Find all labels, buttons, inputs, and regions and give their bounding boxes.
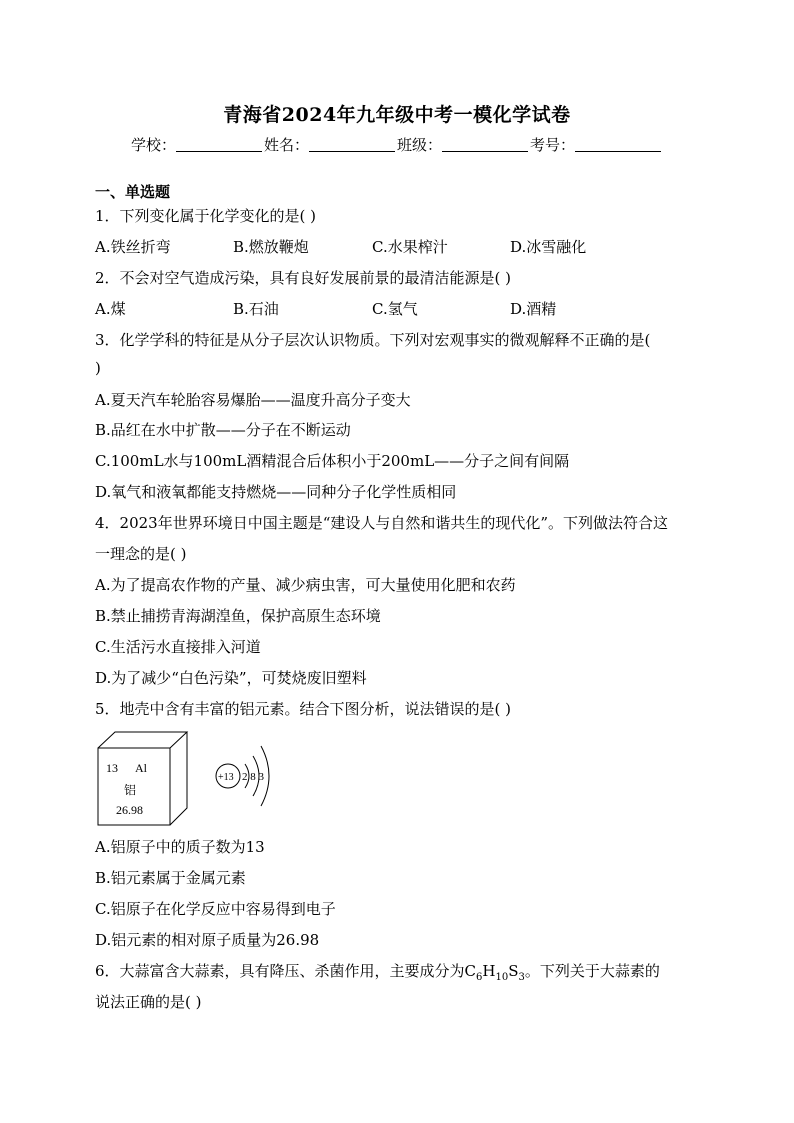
q2-option-c[interactable]: C.氢气	[372, 300, 418, 318]
cell-atomic-mass: 26.98	[116, 803, 143, 817]
q1-option-a[interactable]: A.铁丝折弯	[95, 238, 171, 256]
q5-option-a[interactable]: A.铝原子中的质子数为13	[95, 838, 265, 856]
q3-option-a[interactable]: A.夏天汽车轮胎容易爆胎——温度升高分子变大	[95, 391, 411, 409]
cell-element-name: 铝	[124, 783, 137, 797]
formula-sub-h: 10	[495, 972, 509, 983]
cell-atomic-number: 13	[106, 761, 118, 775]
q6-stem-text: 6．大蒜富含大蒜素，具有降压、杀菌作用，主要成分为C	[95, 962, 477, 980]
name-label: 姓名：	[263, 136, 309, 154]
q3-stem-line2: )	[95, 359, 101, 377]
q6-stem-line2: 说法正确的是( )	[95, 993, 202, 1011]
q4-option-a[interactable]: A.为了提高农作物的产量、减少病虫害，可大量使用化肥和农药	[95, 576, 516, 594]
q3-stem-line1: 3．化学学科的特征是从分子层次认识物质。下列对宏观事实的微观解释不正确的是(	[95, 331, 651, 349]
q1-stem: 1．下列变化属于化学变化的是( )	[95, 207, 317, 225]
formula-h: H	[482, 962, 496, 980]
cell-symbol: Al	[135, 761, 147, 775]
number-label: 考号：	[530, 136, 576, 154]
q4-option-c[interactable]: C.生活污水直接排入河道	[95, 638, 261, 656]
q4-stem-line2: 一理念的是( )	[95, 545, 187, 563]
number-blank[interactable]	[575, 137, 661, 152]
q5-option-d[interactable]: D.铝元素的相对原子质量为26.98	[95, 931, 320, 949]
class-label: 班级：	[397, 136, 443, 154]
section-heading: 一、单选题	[95, 183, 171, 201]
q3-option-d[interactable]: D.氧气和液氧都能支持燃烧——同种分子化学性质相同	[95, 483, 457, 501]
formula-sub-c: 6	[476, 972, 483, 983]
q6-stem-line1	[95, 960, 660, 983]
aluminum-figure	[95, 728, 295, 828]
formula-s: S	[508, 962, 519, 980]
q1-option-c[interactable]: C.水果榨汁	[372, 238, 448, 256]
q4-option-b[interactable]: B.禁止捕捞青海湖湟鱼，保护高原生态环境	[95, 607, 381, 625]
q4-option-d[interactable]: D.为了减少“白色污染”，可焚烧废旧塑料	[95, 669, 367, 687]
electron-counts: 2 8 3	[242, 771, 264, 783]
q2-option-b[interactable]: B.石油	[233, 300, 279, 318]
class-blank[interactable]	[442, 137, 528, 152]
q1-option-b[interactable]: B.燃放鞭炮	[233, 238, 309, 256]
q3-option-b[interactable]: B.品红在水中扩散——分子在不断运动	[95, 421, 351, 439]
q5-option-c[interactable]: C.铝原子在化学反应中容易得到电子	[95, 900, 336, 918]
q2-stem: 2．不会对空气造成污染，具有良好发展前景的最清洁能源是( )	[95, 269, 512, 287]
q5-option-b[interactable]: B.铝元素属于金属元素	[95, 869, 246, 887]
q2-option-a[interactable]: A.煤	[95, 300, 126, 318]
student-info-row	[0, 134, 794, 155]
nucleus-charge: +13	[218, 772, 234, 783]
q2-option-d[interactable]: D.酒精	[510, 300, 557, 318]
q3-option-c[interactable]: C.100mL水与100mL酒精混合后体积小于200mL——分子之间有间隔	[95, 452, 570, 470]
atom-structure-diagram	[216, 746, 269, 806]
formula-sub-s: 3	[518, 972, 525, 983]
school-label: 学校：	[130, 136, 176, 154]
q6-stem-text-end: 。下列关于大蒜素的	[524, 962, 660, 980]
page-title: 青海省2024年九年级中考一模化学试卷	[223, 104, 571, 126]
name-blank[interactable]	[309, 137, 395, 152]
q1-option-d[interactable]: D.冰雪融化	[510, 238, 587, 256]
q5-stem: 5．地壳中含有丰富的铝元素。结合下图分析，说法错误的是( )	[95, 700, 512, 718]
q4-stem-line1: 4．2023年世界环境日中国主题是“建设人与自然和谐共生的现代化”。下列做法符合这	[95, 514, 669, 532]
school-blank[interactable]	[176, 137, 262, 152]
